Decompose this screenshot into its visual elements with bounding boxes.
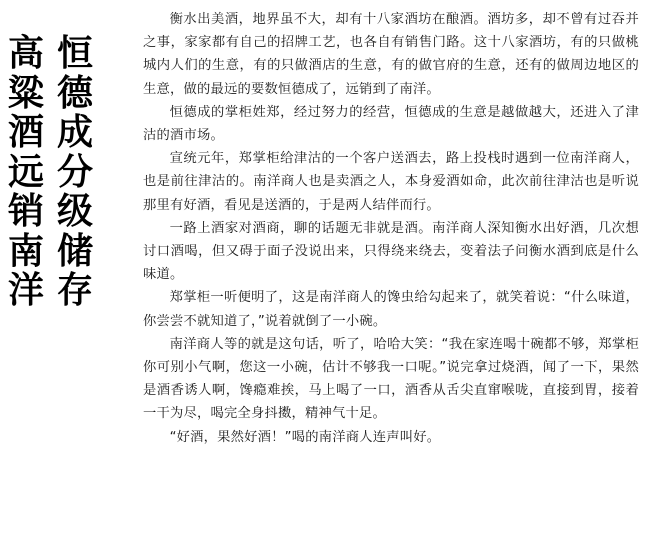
- title-character: 粱: [7, 72, 44, 114]
- title-character: 销: [7, 191, 44, 232]
- paragraph: 一路上酒家对酒商，聊的话题无非就是酒。南洋商人深知衡水出好酒，几次想讨口酒喝，但又碍于面子没说出来，只得绕来绕去，变着法子问衡水酒到底是什么味道。: [143, 220, 639, 283]
- title-character: 级: [56, 191, 93, 232]
- paragraph: 恒德成的掌柜姓郑，经过努力的经营，恒德成的生意是越做越大，还进入了津沽的酒市场。: [143, 104, 639, 144]
- article-body: [143, 8, 639, 449]
- title-character: 远: [7, 151, 44, 193]
- title-character: 洋: [7, 270, 44, 311]
- title-character: 分: [56, 151, 93, 193]
- title-character: 储: [56, 230, 93, 272]
- title-character: 存: [56, 270, 93, 311]
- title-character: 南: [7, 230, 44, 272]
- title-character: 高: [7, 33, 44, 74]
- paragraph: 衡水出美酒，地界虽不大，却有十八家酒坊在酿酒。酒坊多，却不曾有过吞并之事，家家都有自己的招牌工艺，也各自有销售门路。这十八家酒坊，有的只做桃城内人们的生意，有的只做酒店的生意，有的做官府的生意，还有的做周边地区的生意，做的最远的要数恒德成了，远销到了南洋。: [143, 12, 639, 97]
- paragraph: 宣统元年，郑掌柜给津沽的一个客户送酒去，路上投栈时遇到一位南洋商人，也是前往津沽的。南洋商人也是卖酒之人，本身爱酒如命，此次前往津沽也是听说那里有好酒，看见是送酒的，于是两人结伴而行。: [143, 151, 639, 213]
- title-character: 成: [56, 112, 93, 153]
- paragraph: 郑掌柜一听便明了，这是南洋商人的馋虫给勾起来了，就笑着说：“什么味道，你尝尝不就知道了，”说着就倒了一小碗。: [143, 290, 639, 329]
- title-character: 德: [56, 72, 93, 114]
- title-character: 恒: [56, 33, 93, 74]
- paragraph: 南洋商人等的就是这句话，听了，哈哈大笑：“我在家连喝十碗都不够，郑掌柜你可别小气啊，您这一小碗，估计不够我一口呢。”说完拿过烧酒，闻了一下，果然是酒香诱人啊，馋瘾难挨，马上喝了一口，酒香从舌尖直窜喉咙，直接到胃，接着一干为尽，喝完全身抖擞，精神气十足。: [143, 336, 639, 422]
- title-right-column: [54, 34, 96, 311]
- paragraph: “好酒，果然好酒！”喝的南洋商人连声叫好。: [169, 429, 441, 445]
- title-character: 酒: [7, 112, 44, 153]
- title-left-column: [5, 34, 47, 311]
